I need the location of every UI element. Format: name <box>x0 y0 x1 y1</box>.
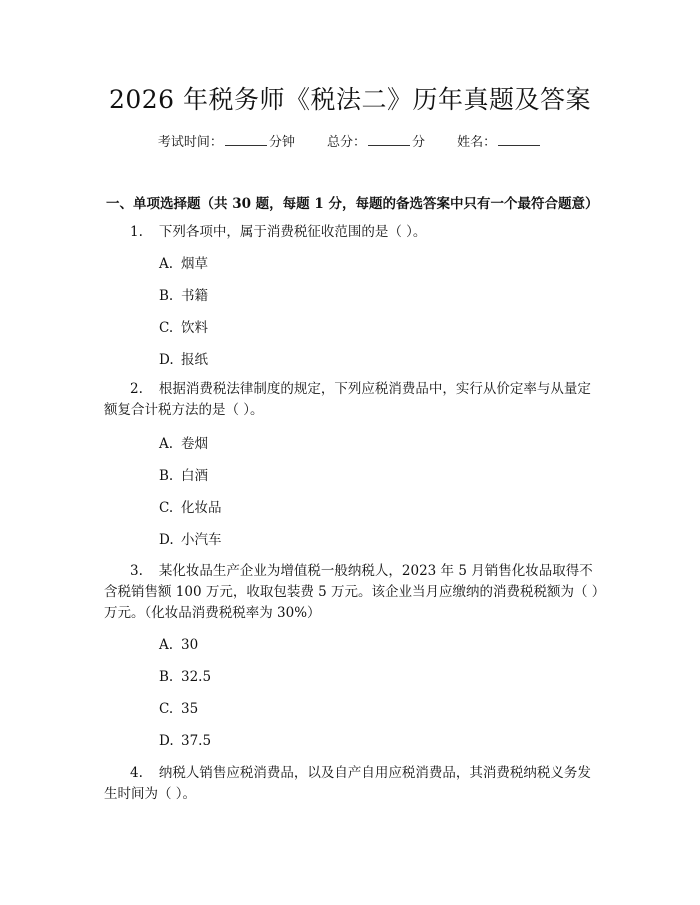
question-1-option-c <box>159 318 208 339</box>
section-heading: 一、单项选择题（共 30 题，每题 1 分，每题的备选答案中只有一个最符合题意） <box>106 196 599 212</box>
option-text: 32.5 <box>181 669 212 685</box>
question-3-option-b <box>159 667 211 688</box>
total-score-blank <box>368 133 410 146</box>
question-2 <box>104 379 600 421</box>
exam-info-line <box>0 131 700 150</box>
name-blank <box>498 133 540 146</box>
question-1-option-b <box>159 286 208 307</box>
option-text: 小汽车 <box>181 532 222 548</box>
name-field <box>457 135 542 150</box>
name-label: 姓名： <box>457 135 497 150</box>
question-2-option-a <box>159 434 208 455</box>
option-letter: C. <box>159 701 174 717</box>
option-text: 37.5 <box>181 733 212 749</box>
question-4 <box>104 763 600 805</box>
option-letter: A. <box>159 637 174 653</box>
option-text: 饮料 <box>181 320 208 336</box>
option-text: 30 <box>181 637 199 653</box>
option-letter: D. <box>159 733 174 749</box>
option-text: 白酒 <box>181 468 208 484</box>
question-2-option-d <box>159 530 222 551</box>
question-1-option-a <box>159 254 208 275</box>
total-score-unit: 分 <box>412 135 426 150</box>
question-number: 3. <box>130 563 143 579</box>
total-score-label: 总分： <box>326 135 366 150</box>
exam-time-label: 考试时间： <box>157 135 223 150</box>
option-letter: B. <box>159 288 174 304</box>
exam-time-blank <box>225 133 267 146</box>
option-text: 报纸 <box>181 352 208 368</box>
question-3-option-a <box>159 635 198 656</box>
question-text: 某化妆品生产企业为增值税一般纳税人，2023 年 5 月销售化妆品取得不含税销售额 100 万元，收取包装费 5 万元。该企业当月应缴纳的消费税税额为（ ）万元。（化妆品消费税税率为 30%） <box>104 563 599 621</box>
option-text: 烟草 <box>181 256 208 272</box>
option-letter: D. <box>159 532 174 548</box>
question-3 <box>104 561 600 624</box>
question-number: 2. <box>130 381 143 397</box>
option-letter: B. <box>159 669 174 685</box>
question-1-option-d <box>159 350 208 371</box>
exam-time-field <box>158 135 299 150</box>
exam-time-unit: 分钟 <box>268 135 295 150</box>
question-2-option-b <box>159 466 208 487</box>
question-3-option-c <box>159 699 198 720</box>
option-text: 书籍 <box>181 288 208 304</box>
option-text: 卷烟 <box>181 436 208 452</box>
question-2-option-c <box>159 498 222 519</box>
question-3-option-d <box>159 731 211 752</box>
option-letter: C. <box>159 500 174 516</box>
question-number: 4. <box>130 765 143 781</box>
total-score-field <box>327 135 429 150</box>
option-text: 化妆品 <box>181 500 222 516</box>
question-1 <box>104 222 600 243</box>
question-text: 根据消费税法律制度的规定，下列应税消费品中，实行从价定率与从量定额复合计税方法的是（ ）。 <box>104 381 591 418</box>
option-letter: D. <box>159 352 174 368</box>
option-letter: A. <box>159 436 174 452</box>
option-letter: A. <box>159 256 174 272</box>
option-letter: B. <box>159 468 174 484</box>
question-text: 下列各项中，属于消费税征收范围的是（ ）。 <box>158 224 427 240</box>
option-text: 35 <box>181 701 199 717</box>
option-letter: C. <box>159 320 174 336</box>
question-number: 1. <box>130 224 143 240</box>
document-title: 2026 年税务师《税法二》历年真题及答案 <box>108 85 592 114</box>
question-text: 纳税人销售应税消费品，以及自产自用应税消费品，其消费税纳税义务发生时间为（ ）。 <box>104 765 591 802</box>
